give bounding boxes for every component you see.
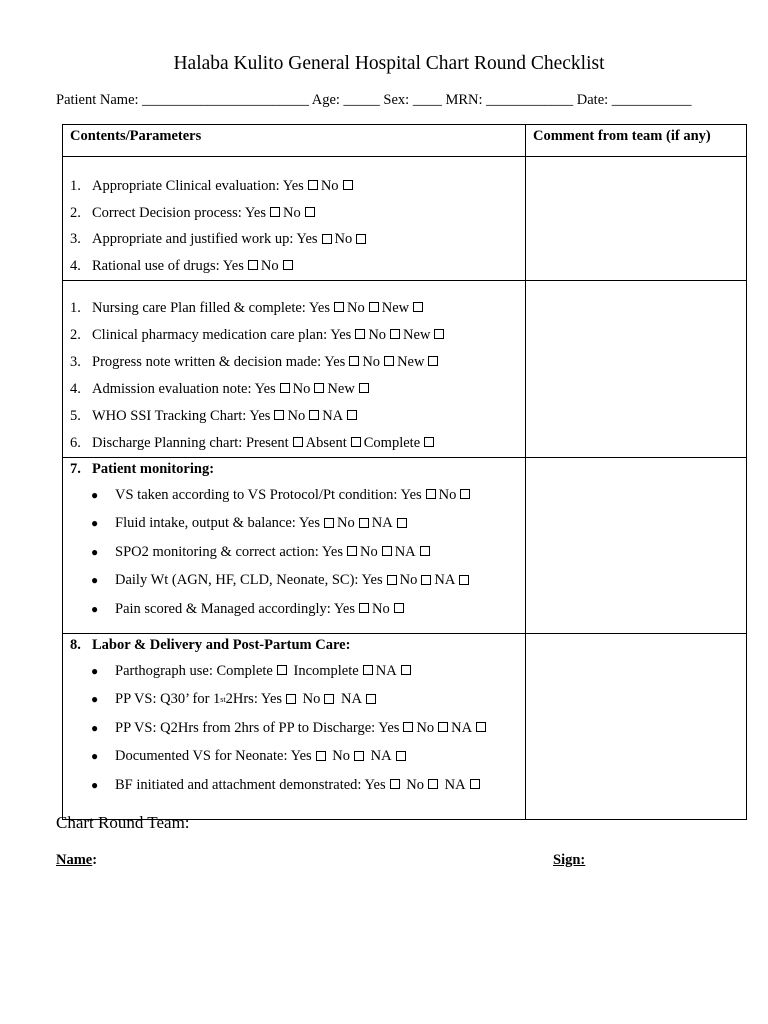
section-clinical-evaluation: [63, 157, 747, 281]
checkbox[interactable]: [349, 356, 359, 366]
checkbox[interactable]: [401, 665, 411, 675]
list-item: ● SPO2 monitoring & correct action: Yes No NA: [70, 538, 525, 567]
list-item: ● Daily Wt (AGN, HF, CLD, Neonate, SC): Yes No NA: [70, 566, 525, 595]
name-label: Name:: [56, 852, 98, 868]
checkbox[interactable]: [293, 437, 303, 447]
list-item: ● BF initiated and attachment demonstrated: Yes No NA: [70, 771, 525, 800]
list-item: ● Fluid intake, output & balance: Yes No NA: [70, 509, 525, 538]
checkbox[interactable]: [428, 356, 438, 366]
checkbox[interactable]: [438, 722, 448, 732]
checkbox[interactable]: [382, 546, 392, 556]
list-item: ● VS taken according to VS Protocol/Pt condition: Yes No: [70, 481, 525, 510]
list-item: 1. Nursing care Plan filled & complete: Yes No New: [70, 295, 525, 322]
checkbox[interactable]: [424, 437, 434, 447]
checkbox[interactable]: [334, 302, 344, 312]
checkbox[interactable]: [428, 779, 438, 789]
list-item: 1. Appropriate Clinical evaluation: Yes No: [70, 173, 525, 200]
chart-round-team-label: Chart Round Team:: [56, 813, 190, 832]
list-item: 4. Admission evaluation note: Yes No New: [70, 376, 525, 403]
list-item: ● Documented VS for Neonate: Yes No NA: [70, 742, 525, 771]
checkbox[interactable]: [396, 751, 406, 761]
list-item: 5. WHO SSI Tracking Chart: Yes No NA: [70, 403, 525, 430]
checkbox[interactable]: [470, 779, 480, 789]
bullet-icon: ●: [91, 777, 99, 792]
checkbox[interactable]: [322, 234, 332, 244]
list-item: ● Pain scored & Managed accordingly: Yes No: [70, 595, 525, 624]
checkbox[interactable]: [390, 329, 400, 339]
section-labor-delivery: [63, 633, 747, 819]
checkbox[interactable]: [359, 383, 369, 393]
comment-cell[interactable]: [526, 280, 747, 457]
checkbox[interactable]: [305, 207, 315, 217]
bullet-icon: ●: [91, 692, 99, 706]
patient-info-line: Patient Name: _______________________ Age: _____ Sex: ____ MRN: ____________ Date: ___________: [56, 92, 692, 108]
checkbox[interactable]: [403, 722, 413, 732]
comment-cell[interactable]: [526, 457, 747, 633]
checkbox[interactable]: [354, 751, 364, 761]
bullet-icon: ●: [91, 601, 99, 616]
checkbox[interactable]: [286, 694, 296, 704]
bullet-icon: ●: [91, 487, 99, 502]
checkbox[interactable]: [421, 575, 431, 585]
checkbox[interactable]: [314, 383, 324, 393]
checkbox[interactable]: [280, 383, 290, 393]
checkbox[interactable]: [277, 665, 287, 675]
checkbox[interactable]: [283, 260, 293, 270]
header-contents-parameters: Contents/Parameters: [63, 125, 526, 157]
section-documentation: [63, 280, 747, 457]
list-item: 3. Progress note written & decision made: Yes No New: [70, 349, 525, 376]
checkbox[interactable]: [355, 329, 365, 339]
checkbox[interactable]: [460, 489, 470, 499]
list-item: ● PP VS: Q30’ for 1 st 2Hrs: Yes No NA: [70, 685, 525, 714]
checkbox[interactable]: [426, 489, 436, 499]
bullet-icon: ●: [91, 749, 99, 763]
checkbox[interactable]: [387, 575, 397, 585]
checkbox[interactable]: [347, 546, 357, 556]
comment-cell[interactable]: [526, 157, 747, 281]
checkbox[interactable]: [476, 722, 486, 732]
checkbox[interactable]: [356, 234, 366, 244]
sign-label: Sign:: [553, 852, 586, 868]
checkbox[interactable]: [248, 260, 258, 270]
checkbox[interactable]: [347, 410, 357, 420]
page-title: Halaba Kulito General Hospital Chart Round Checklist: [173, 53, 605, 74]
checkbox[interactable]: [369, 302, 379, 312]
checkbox[interactable]: [397, 518, 407, 528]
checkbox[interactable]: [420, 546, 430, 556]
checklist-table: [62, 124, 747, 820]
section-title: 7. Patient monitoring:: [70, 461, 215, 478]
checkbox[interactable]: [324, 694, 334, 704]
checkbox[interactable]: [413, 302, 423, 312]
bullet-icon: ●: [91, 663, 99, 678]
checkbox[interactable]: [270, 207, 280, 217]
bullet-icon: ●: [91, 544, 99, 559]
list-item: 4. Rational use of drugs: Yes No: [70, 253, 525, 280]
checkbox[interactable]: [459, 575, 469, 585]
list-item: 2. Clinical pharmacy medication care plan: Yes No New: [70, 322, 525, 349]
checkbox[interactable]: [274, 410, 284, 420]
checkbox[interactable]: [359, 518, 369, 528]
section-title: 8. Labor & Delivery and Post-Partum Care:: [70, 637, 351, 654]
table-header-row: [63, 125, 747, 157]
bullet-icon: ●: [91, 516, 99, 530]
header-comment-from-team: Comment from team (if any): [526, 125, 747, 157]
list-item: ● PP VS: Q2Hrs from 2hrs of PP to Discharge: Yes No NA: [70, 714, 525, 743]
checkbox[interactable]: [384, 356, 394, 366]
checkbox[interactable]: [434, 329, 444, 339]
bullet-icon: ●: [91, 573, 99, 587]
list-item: 2. Correct Decision process: Yes No: [70, 200, 525, 227]
checkbox[interactable]: [363, 665, 373, 675]
bullet-icon: ●: [91, 720, 99, 735]
checkbox[interactable]: [359, 603, 369, 613]
section-patient-monitoring: [63, 457, 747, 633]
checkbox[interactable]: [308, 180, 318, 190]
checkbox[interactable]: [309, 410, 319, 420]
checkbox[interactable]: [316, 751, 326, 761]
list-item: ● Parthograph use: Complete Incomplete NA: [70, 657, 525, 686]
comment-cell[interactable]: [526, 633, 747, 819]
checkbox[interactable]: [366, 694, 376, 704]
list-item: 3. Appropriate and justified work up: Yes No: [70, 226, 525, 253]
checkbox[interactable]: [351, 437, 361, 447]
checkbox[interactable]: [343, 180, 353, 190]
checkbox[interactable]: [324, 518, 334, 528]
checkbox[interactable]: [390, 779, 400, 789]
list-item: 6. Discharge Planning chart: Present Absent Complete: [70, 430, 525, 457]
checkbox[interactable]: [394, 603, 404, 613]
